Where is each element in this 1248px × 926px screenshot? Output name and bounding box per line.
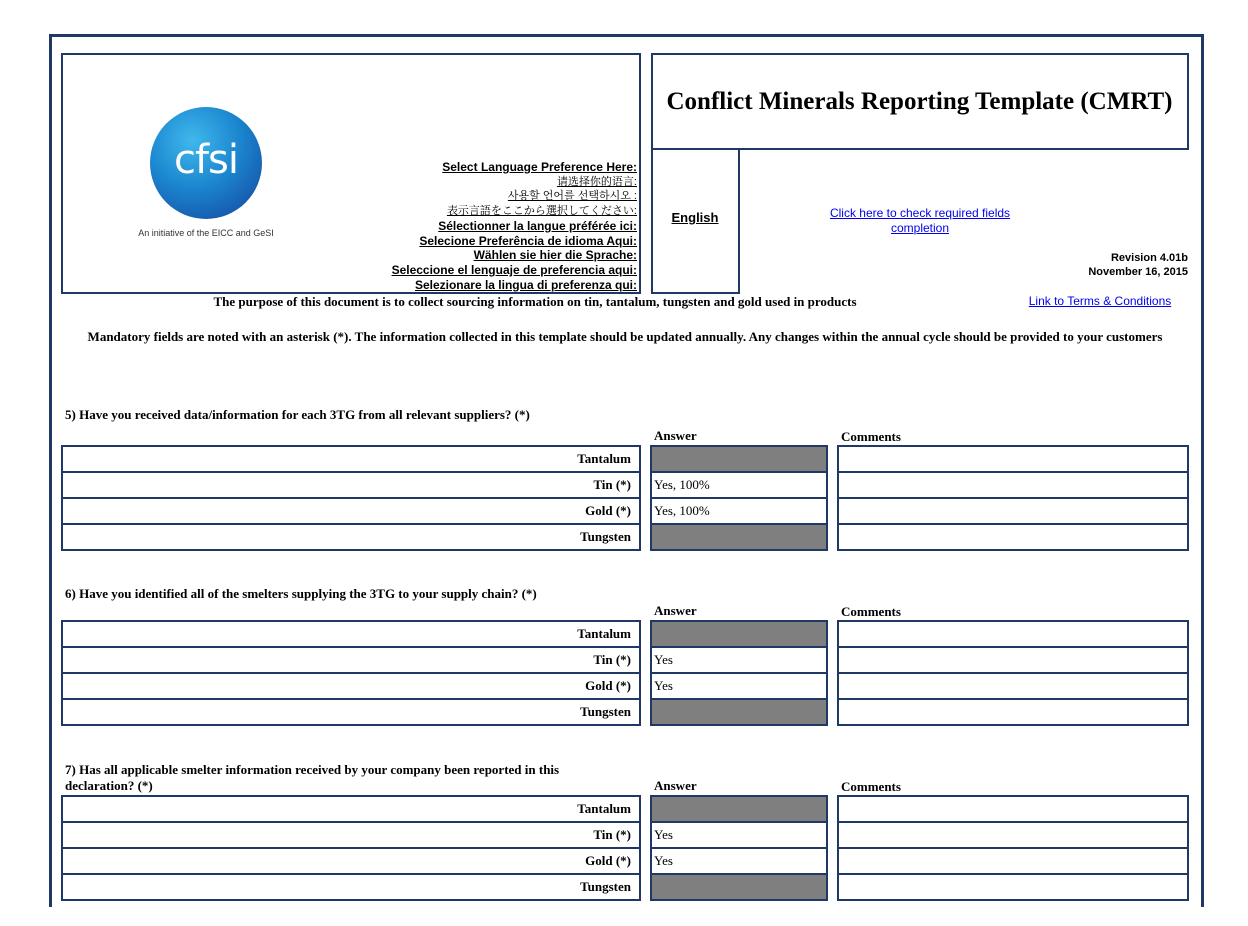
row-label: Tantalum [61,795,641,823]
row-label: Tin (*) [61,821,641,849]
answer-field[interactable] [650,873,828,901]
purpose-text: The purpose of this document is to collect sourcing information on tin, tantalum, tungsten and gold used in products [213,294,857,309]
comment-field[interactable] [837,523,1189,551]
row-label: Gold (*) [61,672,641,700]
row-label: Gold (*) [61,847,641,875]
comment-field[interactable] [837,497,1189,525]
logo-subtitle: An initiative of the EICC and GeSI [138,228,274,238]
language-prompts [392,160,637,292]
answer-field[interactable] [650,620,828,648]
row-label: Gold (*) [61,497,641,525]
comment-field[interactable] [837,698,1189,726]
answer-field[interactable]: Yes [650,646,828,674]
revision-date: November 16, 2015 [1088,265,1188,278]
row-label: Tungsten [61,698,641,726]
answer-header: Answer [654,603,697,618]
comments-header: Comments [841,429,901,444]
logo-text: cfsi [173,137,239,183]
answer-field[interactable]: Yes, 100% [650,471,828,499]
comment-field[interactable] [837,471,1189,499]
answer-header: Answer [654,428,697,443]
language-prompt: 表示言語をここから選択してください: [446,205,637,218]
comment-field[interactable] [837,821,1189,849]
language-prompt: Selecione Preferência de idioma Aqui: [419,233,637,248]
row-label: Tungsten [61,873,641,901]
answer-field[interactable]: Yes [650,672,828,700]
language-select[interactable]: English [671,210,719,225]
answer-field[interactable]: Yes [650,821,828,849]
comment-field[interactable] [837,873,1189,901]
row-label: Tin (*) [61,471,641,499]
revision-info [1068,252,1188,279]
answer-field[interactable]: Yes [650,847,828,875]
row-label: Tantalum [61,445,641,473]
comments-header: Comments [841,779,901,794]
language-prompt: Selezionare la lingua di preferenza qui: [414,277,637,292]
answer-field[interactable] [650,445,828,473]
row-label: Tantalum [61,620,641,648]
mandatory-note: Mandatory fields are noted with an asterisk (*). The information collected in this template should be updated annually. Any changes within the annual cycle should be provided to your customers [87,329,1163,344]
comments-header: Comments [841,604,901,619]
language-prompt: Wählen sie hier die Sprache: [473,248,637,263]
language-prompt: Sélectionner la langue préférée ici: [438,218,637,233]
answer-field[interactable]: Yes, 100% [650,497,828,525]
terms-link[interactable]: Link to Terms & Conditions [1028,294,1172,308]
revision-number: Revision 4.01b [1110,252,1188,264]
question-7: 7) Has all applicable smelter information received by your company been reported in this declaration? (*) [65,762,560,793]
comment-field[interactable] [837,646,1189,674]
answer-field[interactable] [650,523,828,551]
comment-field[interactable] [837,847,1189,875]
comment-field[interactable] [837,795,1189,823]
answer-header: Answer [654,778,697,793]
comment-field[interactable] [837,445,1189,473]
cfsi-logo [150,107,262,219]
answer-field[interactable] [650,698,828,726]
row-label: Tin (*) [61,646,641,674]
row-label: Tungsten [61,523,641,551]
question-6: 6) Have you identified all of the smelters supplying the 3TG to your supply chain? (*) [65,586,537,601]
language-prompt: Select Language Preference Here: [442,160,637,174]
comment-field[interactable] [837,672,1189,700]
page-title: Conflict Minerals Reporting Template (CMRT) [666,87,1173,115]
comment-field[interactable] [837,620,1189,648]
language-prompt: Seleccione el lenguaje de preferencia aqui: [391,262,637,277]
question-5: 5) Have you received data/information for each 3TG from all relevant suppliers? (*) [65,407,530,422]
answer-field[interactable] [650,795,828,823]
check-fields-link[interactable]: Click here to check required fields completion [829,206,1011,235]
language-prompt: 请选择你的语言: [556,175,637,188]
language-prompt: 사용할 언어를 선택하시오 : [507,190,637,203]
